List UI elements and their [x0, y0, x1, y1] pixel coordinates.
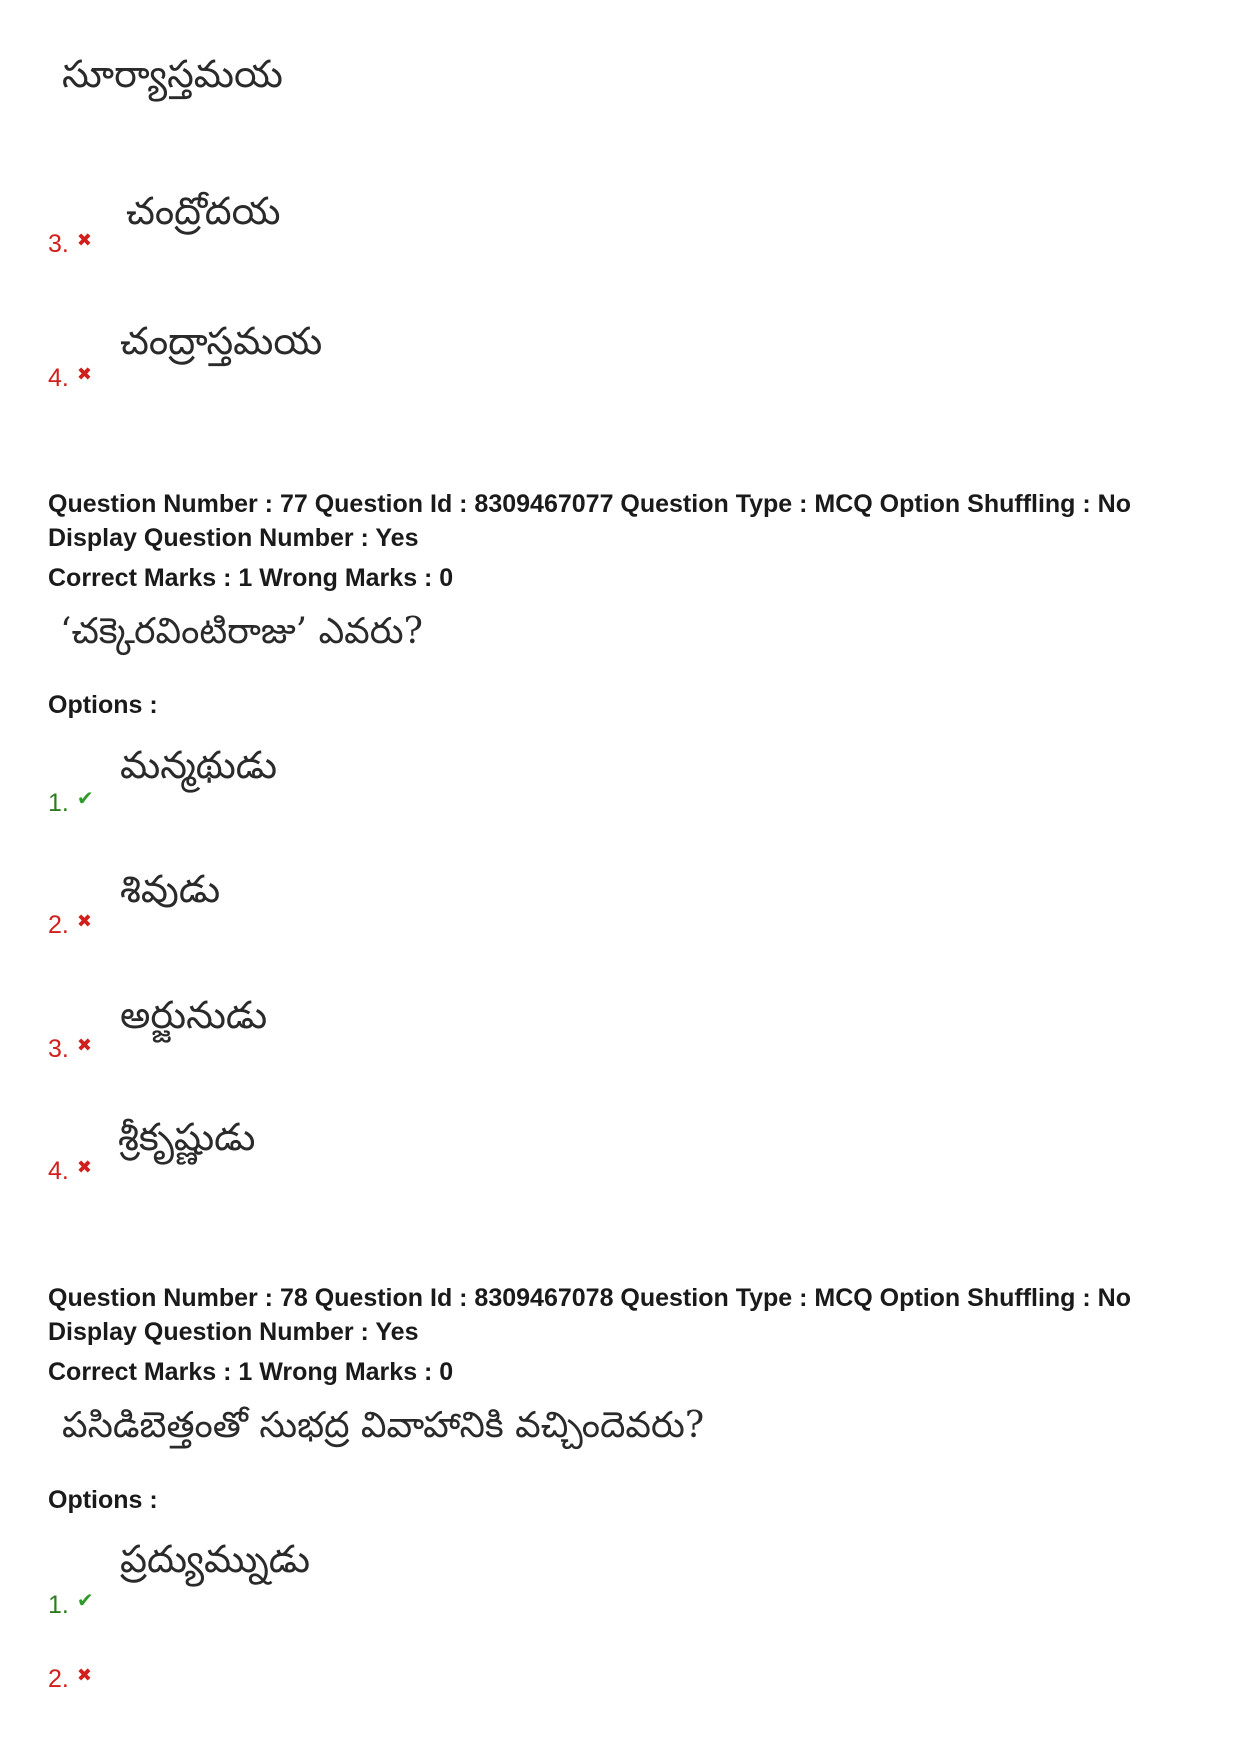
q78-option-1	[48, 1588, 94, 1618]
q78-header-line1: Question Number : 78 Question Id : 8309467078 Question Type : MCQ Option Shuffling : No	[48, 1284, 1131, 1312]
cross-icon: ✖	[76, 364, 92, 385]
q78-marks: Correct Marks : 1 Wrong Marks : 0	[48, 1358, 454, 1386]
q77-marks: Correct Marks : 1 Wrong Marks : 0	[48, 564, 454, 592]
q77-option-2-text: శివుడు	[120, 867, 221, 911]
cross-icon: ✖	[76, 1157, 92, 1178]
option-number: 1.	[48, 789, 69, 817]
option-number: 3.	[48, 230, 69, 258]
q77-header-line1: Question Number : 77 Question Id : 8309467077 Question Type : MCQ Option Shuffling : No	[48, 490, 1131, 518]
q78-question-text: పసిడిబెత్తంతో సుభద్ర వివాహానికి వచ్చిందెవరు?	[62, 1405, 705, 1446]
cross-icon: ✖	[76, 911, 92, 932]
prev-option-4-text: చంద్రాస్తమయ	[120, 319, 323, 363]
option-number: 2.	[48, 911, 69, 939]
cross-icon: ✖	[76, 1035, 92, 1056]
q77-option-3	[48, 1035, 92, 1062]
q78-header-line2: Display Question Number : Yes	[48, 1318, 419, 1346]
q77-option-3-text: అర్జునుడు	[120, 993, 268, 1037]
option-number: 4.	[48, 1157, 69, 1185]
option-number: 2.	[48, 1665, 69, 1693]
q78-option-1-text: ప్రద్యుమ్నుడు	[120, 1537, 311, 1581]
prev-option-3	[48, 230, 92, 257]
check-icon: ✔	[76, 1588, 94, 1612]
q78-options-label: Options :	[48, 1486, 158, 1514]
q77-option-2	[48, 911, 92, 938]
option-number: 4.	[48, 364, 69, 392]
option-number: 1.	[48, 1591, 69, 1619]
q77-option-4	[48, 1157, 92, 1184]
prev-option-3-text: చంద్రోదయ	[126, 189, 281, 233]
q77-option-1-text: మన్మథుడు	[120, 743, 278, 787]
q77-option-1	[48, 786, 94, 816]
q77-header-line2: Display Question Number : Yes	[48, 524, 419, 552]
cross-icon: ✖	[76, 230, 92, 251]
check-icon: ✔	[76, 786, 94, 810]
q77-option-4-text: శ్రీకృష్ణుడు	[118, 1115, 256, 1159]
cross-icon: ✖	[76, 1665, 92, 1686]
prev-option-2-text: సూర్యాస్తమయ	[62, 52, 283, 96]
q77-options-label: Options :	[48, 691, 158, 719]
option-number: 3.	[48, 1035, 69, 1063]
q77-question-text: ‘చక్కెరవింటిరాజు’ ఎవరు?	[60, 611, 423, 652]
prev-option-4	[48, 364, 92, 391]
q78-option-2	[48, 1665, 92, 1692]
